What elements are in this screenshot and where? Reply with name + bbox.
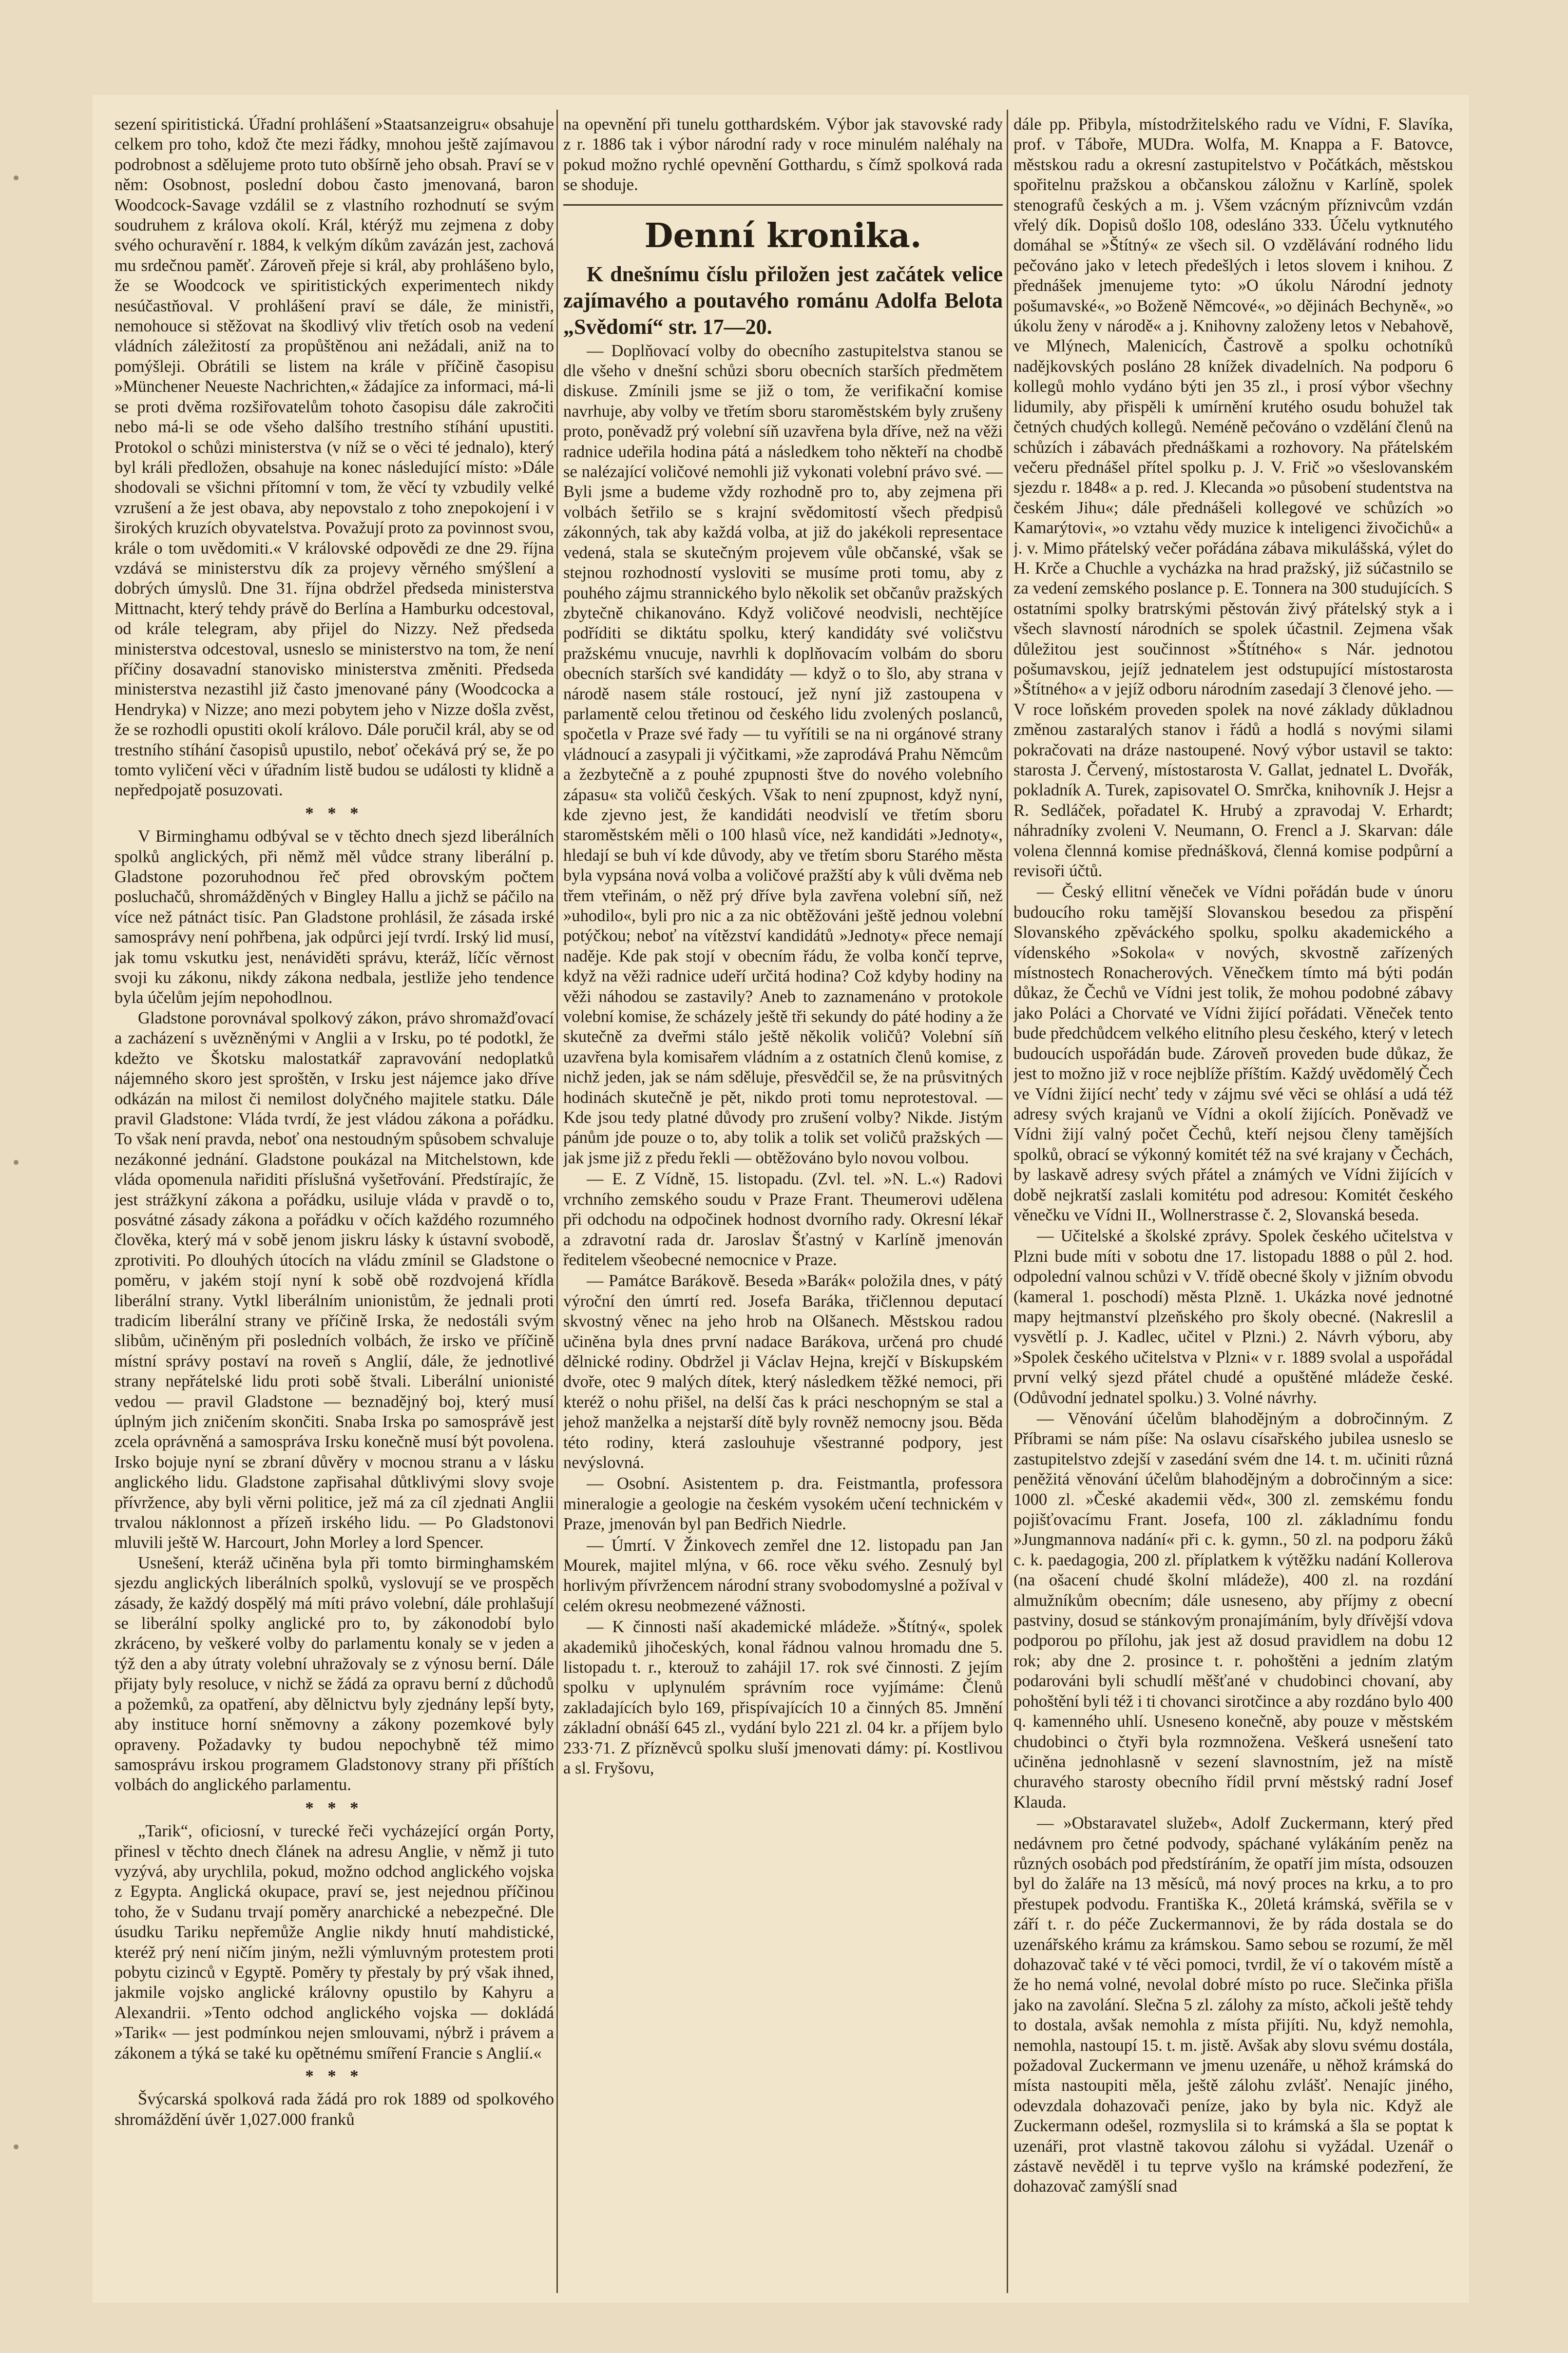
news-item-vienna-ball: — Český ellitní věneček ve Vídni pořádán bude v únoru budoucího roku tamější Slovanskou besedou za přispění Slovanského zpěváckého spolku, spolku akademického a vídenského »Sokola« v nových, skvostně zařízených místnostech Ronacherových. Věnečkem tímto má býti podán důkaz, že Čechů ve Vídni jest tolik, že mohou podobné zábavy jako Poláci a Chorvaté ve Vídni žijící pořádati. Věneček tento bude předchůdcem velkého elitního plesu českého, který v letech budoucích uspořádán bude. Zároveň proveden bude důkaz, že jest to možno již v roce nejblíže příštím. Každý uvědomělý Čech ve Vídni žijící nechť tedy v zájmu své věci se ohlásí a udá též adresy svých krajanů ve Vídni a okolí žijících. Poněvadž ve Vídni žijí valný počet Čechů, kteří nejsou členy tamějších spolků, obrací se výkonný komitét též na své krajany v Čechách, by laskavě adresy svých přátel a známých ve Vídni žijících v době nejkratší zaslali komitétu pod adresou: Komitét českého věnečku ve Vídni II., Wollnerstrasse č. 2, Slovanská beseda. <box>1013 883 1453 1224</box>
news-item-personal: — Osobní. Asistentem p. dra. Feistmantla, professora mineralogie a geologie na českém vysokém učení technickém v Praze, jmenován byl pan Bedřich Niedrle. <box>563 1474 1003 1534</box>
section-separator: * * * <box>305 804 363 823</box>
column-1 <box>115 115 554 2293</box>
page-edge-mark <box>14 2144 19 2149</box>
column-divider <box>1007 110 1008 2293</box>
section-separator: * * * <box>305 2067 363 2085</box>
column-divider <box>556 110 558 2293</box>
article-swiss-council: Švýcarská spolková rada žádá pro rok 1889 od spolkového shromáždění úvěr 1,027.000 franků <box>115 2090 554 2129</box>
section-heading: Denní kronika. <box>644 216 922 255</box>
column-3 <box>1013 115 1453 2293</box>
article-gladstone-speech: Gladstone porovnával spolkový zákon, právo shromažďovací a zacházení s uvězněnými v Anglii a v Irsku, po té podotkl, že kdežto ve Škotsku malostatkář zapravování nedoplatků nájemného skoro jest sproštěn, v Irsku jest nájemce jako dříve odkázán na milost či nemilost dolyčného majitele statku. Dále pravil Gladstone: Vláda tvrdí, že jest vládou zákona a pořádku. To však není pravda, neboť ona nestoudným spůsobem schvaluje nezákonné jednání. Gladstone poukázal na Mitchelstown, kde vláda opomenula nařiditi příslušná vyšetřování. Předstírajíc, že jest strážkyní zákona a pořádku, usiluje vláda v pravdě o to, posvátné zásady zákona a pořádku v očích každého rozumného člověka, který má v sobě jenom jiskru lásky k ústavní svobodě, zprotiviti. Po dlouhých útocích na vládu zmínil se Gladstone o poměru, v jakém stojí nyní k sobě obě rozdvojená křídla liberální strany. Vytkl liberálním unionistům, že jednali proti tradicím liberální strany ve příčině Irska, že nedostáli svým slibům, učiněným při posledních volbách, že irsko ve příčině místní správy postaví na roveň s Anglií, dále, že jednotlivé strany nepřátelské lidu proti sobě štvali. Liberální unionisté vedou — pravil Gladstone — beznadějný boj, který musí úplným jich zničením skončiti. Snaba Irska po samosprávě jest zcela oprávněná a samospráva Irsku konečně musí být povolena. Irsko bojuje nyní se zbraní důvěry v mocnou stranu a v lásku anglického lidu. Gladstone zapřisahal důtklivými slovy svoje přívržence, aby byli věrni politice, jež má za cíl zjednati Anglii trvalou náklonnost a přízeň irského lidu. — Po Gladstonovi mluvili ještě W. Harcourt, John Morley a lord Spencer. <box>115 1008 554 1552</box>
article-birmingham: V Birminghamu odbýval se v těchto dnech sjezd liberálních spolků anglických, při němž měl vůdce strany liberální p. Gladstone pozoruhodnou řeč před obrovským počtem posluchačů, shromážděných v Bingley Hallu a jichž se páčilo na více než pátnáct tisíc. Pan Gladstone prohlásil, že zásada irské samosprávy není pohřbena, jak odpůrci její tvrdí. Irský lid musí, jak tomu vskutku jest, nenáviděti správu, kteráž, líčíc věrnost svoji ku zákonu, nikdy zákona nedbala, jestliže jeho tendence byla účelům jejím nepohodlnou. <box>115 827 554 1007</box>
section-separator: * * * <box>305 1798 363 1817</box>
article-tarik: „Tarik“, oficiosní, v turecké řeči vycházející orgán Porty, přinesl v těchto dnech článek na adresu Anglie, v němž ji tuto vyzývá, aby urychlila, pokud, možno odchod anglického vojska z Egypta. Anglická okupace, praví se, jest nejednou příčinou toho, že v Sudanu trvají poměry anarchické a nebezpečné. Dle úsudku Tariku nepřemůže Anglie nikdy hnutí mahdistické, kteréž prý není ničím jiným, nežli výmluvným protestem proti pobytu cizinců v Egyptě. Poměry ty přestaly by prý však ihned, jakmile vojsko anglické královny opustilo by Kahyru a Alexandrii. »Tento odchod anglického vojska — dokládá »Tarik« — jest podmínkou nejen smlouvami, nýbrž i právem a zákonem a týká se také ku opětnému smíření Francie s Anglií.« <box>115 1822 554 2063</box>
news-item-stitny: dále pp. Přibyla, místodržitelského radu ve Vídni, F. Slavíka, prof. v Táboře, MUDra. Wolfa, M. Knappa a F. Batovce, městskou radu a okresní zastupitelstvo v Počátkách, městskou spořitelnu pražskou a občanskou záložnu v Karlíně, spolek stenografů českých a m. j. Všem vzácným příznivcům vzdán vřelý dík. Dopisů došlo 108, odesláno 333. Účelu vytknutého domáhal se »Štítný« ze všech sil. O vzdělávání rodného lidu pečováno jako v letech předešlých i letos slovem i knihou. Z přednášek jmenujeme tyto: »O úkolu Národní jednoty pošumavské«, »o Boženě Němcové«, »o dějinách Bechyně«, »o úkolu ženy v národě« a j. Knihovny založeny letos v Nebahově, ve Mlýnech, Malenicích, Častrově a spolku ochotníků nadějkovských posláno 28 knížek divadelních. Na podporu 6 kollegů mohlo vydáno býti jen 35 zl., i prosí výbor všechny lidumily, aby přispěli k umírnění krutého osudu bohužel tak četných chudých kollegů. Neméně pečováno o vzdělání členů na schůzích i zábavách přednáškami a rozhovory. Na přátelském večeru přednášel přítel spolku p. J. V. Frič »o všeslovanském sjezdu r. 1848« a p. red. J. Klecanda »o působení studentstva na českém Jihu«; dále přednášeli kollegové ve schůzích »o Kamarýtovi«, »o vztahu vědy muzice k inteligenci živočichů« a j. v. Mimo přátelský večer pořádána zábava mikulášská, výlet do H. Krče a Chuchle a vycházka na hrad pražský, již súčastnilo se za vedení zemského poslance p. E. Tonnera na 300 studujících. S ostatními spolky bratrskými pěstován živý přátelský styk a i všech slavností národních se spolek účastnil. Zejmena však důležitou jest součinnost »Štítného« s Nár. jednotou pošumavskou, jejíž jednatelem jest odstupující místostarosta »Štítného« a v jejíž odboru národním zasedají 3 členové jeho. — V roce loňském proveden spolek na nové základy důkladnou změnou zastaralých stanov i řádů a hodlá s novými silami pokračovati na dráze nastoupené. Nový výbor ustavil se takto: starosta J. Červený, místostarosta V. Gallat, jednatel L. Dvořák, pokladník A. Turek, zapisovatel O. Smrčka, knihovník J. Hejsr a R. Sedláček, pořadatel K. Hrubý a zpravodaj V. Erhardt; náhradníky zvoleni V. Neumann, O. Frencl a J. Skarvan: dále volena člennná komise přednášková, členná komise podpůrní a revisoři účtů. <box>1013 115 1453 881</box>
news-item-vienna: — E. Z Vídně, 15. listopadu. (Zvl. tel. »N. L.«) Radovi vrchního zemského soudu v Praze Frant. Theumerovi udělena při odchodu na odpočinek hodnost dvorního rady. Okresní lékař a zdravotní rada dr. Jaroslav Šťastný v Karlíně jmenován ředitelem všeobecné nemocnice v Praze. <box>563 1170 1003 1269</box>
news-item-teachers: — Učitelské a školské zprávy. Spolek českého učitelstva v Plzni bude míti v sobotu dne 17. listopadu 1888 o půl 2. hod. odpolední valnou schůzi v V. třídě obecné školy v jižním obvodu (kameral 1. poschodí) města Plzně. 1. Ukázka nové jednotné mapy hejtmanství plzeňského pro školy obecné. (Nakreslil a vysvětlí p. J. Kadlec, učitel v Plzni.) 2. Návrh výboru, aby »Spolek českého učitelstva v Plzni« v r. 1889 svolal a uspořádal první velký sjezd přátel chudé a opuštěné mládeže české. (Odůvodní jednatel spolku.) 3. Volné návrhy. <box>1013 1227 1453 1407</box>
news-item-death: — Úmrtí. V Žinkovech zemřel dne 12. listopadu pan Jan Mourek, majitel mlýna, v 66. roce věku svého. Zesnulý byl horlivým přívržencem národní strany svobodomyslné a požíval v celém okresu neobmezené vážnosti. <box>563 1536 1003 1615</box>
news-item-zuckermann: — »Obstaravatel služeb«, Adolf Zuckermann, který před nedávnem pro četné podvody, spáchané vylákáním peněz na různých osobách pod předstíráním, že opatří jim místa, odsouzen byl do žaláře na 13 měsíců, má nový proces na krku, a to pro přestupek podvodu. Františka K., 20letá krámská, svěřila se v září t. r. do péče Zuckermannovi, že by ráda dostala se do uzenářského krámu za krámskou. Samo sebou se rozumí, že měl dohazovač také v té věci pomoci, tvrdil, že ví o takovém místě a že ho nemá volné, nevolal dobré místo po ruce. Slečinka přišla jako na zavolání. Slečna 5 zl. zálohy za místo, ačkoli ještě tehdy to dostala, avšak nemohla z místa přijíti. Nu, když nemohla, nemohla, nastoupí 15. t. m. jistě. Avšak aby slovu svému dostála, požadoval Zuckermann ve jmenu uzenáře, u něhož krámská do místa nastoupiti měla, ještě zálohu zvlášť. Nenajíc jiného, odevzdala dohazovači peníze, jako by byla nic. Když ale Zuckermann odešel, rozmyslila si to krámská a šla se poptat k uzenáři, prot vlastně takovou zálohu si vyžádal. Uzenář o zástavě nevěděl i tu teprve vyšlo na krámské podezření, že dohazovač zamýšlí snad <box>1013 1814 1453 2196</box>
heading-rule <box>563 204 1003 206</box>
supplement-notice: K dnešnímu číslu přiložen jest začátek velice zajímavého a poutavého románu Adolfa Belota „Svědomí“ str. 17—20. <box>563 262 1003 339</box>
article-baron-woodcock: sezení spiritistická. Úřadní prohlášení »Staatsanzeigru« obsahuje celkem pro toho, kdož čte mezi řádky, mnohou ještě zajímavou podrobnost a sdělujeme proto tuto obšírně jeho obsah. Praví se v něm: Osobnost, poslední dobou často jmenovaná, baron Woodcock-Savage vzdálil se z vlastního rozhodnutí se svým soudruhem z králova okolí. Král, ktérýž mu zejmena z doby svého ochuravění r. 1884, k velkým díkům zavázán jest, zachová mu srdečnou paměť. Zároveň přeje si král, aby prohlášeno bylo, že se Woodcock ve spiritistických experimentech nikdy nesúčastňoval. V prohlášení praví se dále, že ministři, nemohouce si stěžovat na škodlivý vliv třetích osob na vedení vládních záležitostí za propůštěnou ani nežádali, aniž na to pomýšleji. Obrátili se listem na krále v příčině časopisu »Münchener Neueste Nachrichten,« žádajíce za informaci, má-li se proti dvěma rozšiřovatelům tohoto časopisu dále zakročiti nebo má-li se ode všeho dalšího trestního stíhání upustiti. Protokol o schůzi ministerstva (v níž se o věci té jednalo), který byl králi předložen, obsahuje na konec následující místo: »Dále shodovali se všichni přítomní v tom, že věcí ty vzbudily velké vzrušení a že jest obava, aby nepovstalo z toho znepokojení i v širokých kruzích obyvatelstva. Považují proto za povinnost svou, krále o tom uvědomiti.« V královské odpovědi ze dne 29. října vzdává se ministerstvu dík za projevy věrného smýšlení a dobrých úmyslů. Dne 31. října obdržel předseda ministerstva Mittnacht, který tehdy právě do Berlína a Hamburku odcestoval, od krále telegram, aby přijel do Nizzy. Než předseda ministerstva odcestoval, usneslo se ministerstvo na tom, že není příčiny dosavadní stanovisko ministerstva změniti. Předseda ministerstva nezastihl již často jmenované pány (Woodcocka a Hendryka) v Nizze; ano mezi pobytem jeho v Nizze došla zvěst, že se rozhodli opustiti okolí královo. Dále poručil král, aby se od trestního stíhání časopisů upustilo, neboť očekává prý se, že po tomto vyličení věci v úřadním listě budou se události ty klidně a nepředpojatě posuzovati. <box>115 115 554 800</box>
column-2 <box>563 115 1003 2293</box>
article-gotthard: na opevnění při tunelu gotthardském. Výbor jak stavovské rady z r. 1886 tak i výbor národní rady v roce minulém naléhaly na pokud možno rychlé opevnění Gotthardu, s čímž spolková rada se shoduje. <box>563 115 1003 194</box>
news-item-pribram: — Věnování účelům blahodějným a dobročinným. Z Příbrami se nám píše: Na oslavu císařského jubilea usneslo se zastupitelstvo zdejší v zasedání svém dne 14. t. m. učiniti různá peněžitá věnování účelům blahodějným a dobročinným a sice: 1000 zl. »České akademii věd«, 300 zl. zemskému fondu pojišťovacímu Frant. Josefa, 100 zl. základnímu fondu »Jungmannova nadání« při c. k. gymn., 50 zl. na podporu žáků c. k. paedagogia, 200 zl. příplatkem k výtěžku nadání Kollerova (na ošacení chudé školní mládeže), 400 zl. na rozdání almužníkům obecním; dále usneseno, aby příjmy z obecní pastviny, dosud se stánkovým pronajímáním, byly dřívější vdova podporou po přílohu, jak jest až dosud pravidlem na dobu 12 rok; aby dne 2. prosince t. r. pohoštěni a jedním zlatým podarováni byli schudlí měšťané v chudobinci chovaní, aby pohoštění byli též i ti chovanci sirotčince a aby rozdáno bylo 400 q. kamenného uhlí. Usneseno konečně, aby pouze v městském chudobinci o čtyři byla rozmnožena. Veškerá usnešení tato učiněna jednohlasně v sezení slavnostním, jež na místě churavého starosty obecního řídil první městský radní Josef Klauda. <box>1013 1409 1453 1812</box>
newspaper-page <box>93 95 1469 2303</box>
news-item-elections: — Doplňovací volby do obecního zastupitelstva stanou se dle všeho v dnešní schůzi sboru obecních starších předmětem diskuse. Zmínili jsme se již o tom, že verifikační komise navrhuje, aby volby ve třetím sboru staroměstském byly zrušeny proto, poněvadž prý volební síň uzavřena byla dříve, než na věži radnice udeřila hodina pátá a následkem toho někteří na chodbě se nalézající voličové nemohli již vykonati volební právo své. — Byli jsme a budeme vždy rozhodně pro to, aby zejmena při volbách šetřilo se s krajní svědomitostí všech předpisů zákonných, tak aby každá volba, at již do jakékoli representace vedená, stala se skutečným projevem vůle občanské, však se stejnou rozhodností vysloviti se musíme proti tomu, aby z pouhého zájmu strannického bylo několik set občanův pražských zbytečně chikanováno. Když voličové neodvisli, nechtějíce podříditi se diktátu spolku, který kandidáty své voličstvu pražskému vnucuje, navrhli k doplňovacím volbám do sboru obecních starších své kandidáty — když o to šlo, aby strana v národě nasem stále rostoucí, jež nyní již zastoupena v parlamentě celou třetinou od českého lidu zvolených poslanců, spočetla v Praze své řady — tu vyřítili se na ni orgánové strany vládnoucí a zasypali ji výčitkami, »že zaprodává Prahu Němcům a žezbytečně a z pouhé zpupnosti štve do nového volebního zápasu« sta voličů českých. Však to není zpupnost, když nyní, kde zjevno jest, že kandidáti neodvislí ve třetím sboru staroměstském měli o 100 hlasů více, než kandidáti »Jednoty«, hledají se buh ví kde důvody, aby ve třetím sboru Starého města byla vypsána nová volba a voličové pražští aby k vůli dvěma neb třem vteřinám, o něž prý dříve byla zavřena volební síň, než »uhodilo«, byli pro nic a za nic obtěžováni ještě jednou volební potýčkou; neboť na vítězství kandidátů »Jednoty« přece nemají naděje. Kde pak stojí v obecním řádu, že volba končí teprve, když na věži radnice udeří určitá hodina? Což kdyby hodiny na věži náhodou se zastavily? Aneb to zaznamenáno v protokole volební komise, že scházely ještě tři sekundy do páté hodiny a že skutečně za dveřmi stálo ještě několik voličů? Volební síň uzavřena byla komisařem vládním a z ostatních členů komise, z nichž jeden, jak se nám sděluje, přesvědčil se, že na průsvitných hodinách skutečně je pět, nikdo proti tomu neprotestoval. — Kde jsou tedy platné důvody pro zrušení volby? Nikde. Jistým pánům jde pouze o to, aby tolik a tolik set voličů pražských — jak jsme již z předu řekli — obtěžováno bylo novou volbou. <box>563 341 1003 1167</box>
page-edge-mark <box>14 175 19 180</box>
news-item-barak: — Památce Barákově. Beseda »Barák« položila dnes, v pátý výroční den úmrtí red. Josefa Baráka, třičlennou deputací skvostný věnec na jeho hrob na Olšanech. Městskou radou učiněna byla dnes první nadace Barákova, určená pro chudé dělnické rodiny. Obdržel ji Václav Hejna, krejčí v Bískupském dvoře, otec 9 malých dítek, který následkem těžké nemoci, při kteréž o nohu přišel, na delší čas k práci neschopným se stal a jehož manželka a nejstarší dítě byly rovněž nemocny jsou. Běda této rodiny, která zaslouhuje všestranné podpory, jest nevýslovná. <box>563 1272 1003 1472</box>
news-item-academic: — K činnosti naší akademické mládeže. »Štítný«, spolek akademiků jihočeských, konal řádnou valnou hromadu dne 5. listopadu t. r., kterouž to zahájil 17. rok své činnosti. Z jejím spolku v uplynulém správním roce vyjímáme: Členů zakladajících bylo 169, přispívajících 10 a činných 85. Jmnění základní obnáší 645 zl., vydání bylo 221 zl. 04 kr. a příjem bylo 233·71. Z přízněvců spolku sluší jmenovati dámy: pí. Kostlivou a sl. Fryšovu, <box>563 1618 1003 1778</box>
article-resolutions: Usnešení, kteráž učiněna byla při tomto birminghamském sjezdu anglických liberálních spolků, vyslovují se ve prospěch zásady, že každý dospělý má míti právo volební, dále prohlašují se liberální spolky anglické pro to, by zákonodobí bylo zkráceno, by veškeré volby do parlamentu konaly se v jeden a týž den a aby útraty volební uhražovaly se z výnosu berní. Dále přijaty byly resoluce, v nichž se žádá za opravu berní z důchodů a požemků, za opatření, aby dělnictvu byly zjednány lepší byty, aby instituce horní sněmovny a zákony pozemkové byly opraveny. Požadavky ty budou nepochybně též mimo samosprávu irskou programem Gladstonovy strany při příštích volbách do anglického parlamentu. <box>115 1553 554 1794</box>
page-edge-mark <box>14 1160 19 1165</box>
